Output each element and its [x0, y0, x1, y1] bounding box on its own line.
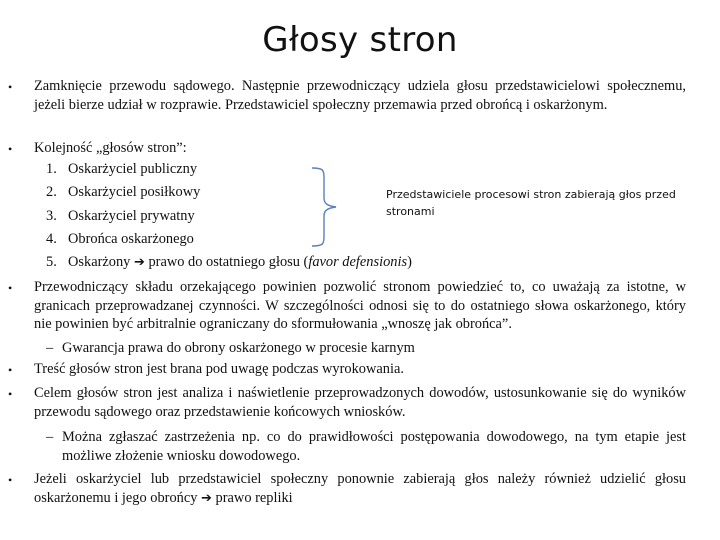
sub-point: [46, 339, 686, 358]
list-text: Obrońca oskarżonego: [68, 231, 194, 247]
dash-icon: –: [46, 429, 54, 445]
latin-term: favor defensionis: [308, 254, 408, 270]
arrow-right-icon: ➔: [201, 490, 212, 506]
bullet: •: [8, 281, 13, 295]
list-text: ): [407, 254, 412, 270]
list-number: 4.: [46, 231, 57, 247]
list-text: prawo do ostatniego głosu (: [144, 254, 309, 270]
list-number: 2.: [46, 184, 57, 200]
paragraph-order-heading: Kolejność „głosów stron”:: [34, 140, 187, 156]
bullet: •: [8, 142, 13, 156]
slide-title: Głosy stron: [262, 20, 458, 60]
list-number: 3.: [46, 208, 57, 224]
list-number: 5.: [46, 254, 57, 270]
arrow-right-icon: ➔: [133, 255, 145, 270]
list-text: Oskarżony: [68, 254, 131, 270]
list-text: Oskarżyciel posiłkowy: [68, 184, 201, 200]
bullet: •: [8, 80, 13, 94]
brace-annotation: Przedstawiciele procesowi stron zabierają głos przed stronami: [386, 188, 676, 218]
paragraph-text: prawo repliki: [211, 489, 293, 506]
list-text: Oskarżyciel publiczny: [68, 161, 198, 177]
bullet: •: [8, 363, 13, 377]
paragraph-reply: [34, 470, 686, 508]
bullet: •: [8, 387, 13, 401]
curly-brace-icon: [310, 166, 340, 248]
list-item: [46, 230, 194, 249]
sub-point: [46, 428, 686, 465]
list-item: [46, 207, 195, 226]
list-number: 1.: [46, 161, 57, 177]
dash-icon: –: [46, 340, 54, 356]
list-item: [46, 253, 412, 273]
paragraph-closing-trial: Zamknięcie przewodu sądowego. Następnie przewodniczący udziela głosu przedstawicielowi społecznemu, jeżeli bierze udział w rozprawie. Przedstawiciel społeczny przemawia przed obrońcą i oskarżonym.: [34, 78, 686, 113]
paragraph-text: Jeżeli oskarżyciel lub przedstawiciel społeczny ponownie zabierają głos należy również udzielić głosu oskarżonemu i jego obrońcy: [34, 471, 686, 506]
bullet: •: [8, 473, 13, 487]
paragraph-purpose: Celem głosów stron jest analiza i naświetlenie przeprowadzonych dowodów, ustosunkowanie się do wyników przewodu sądowego oraz przedstawienie końcowych wniosków.: [34, 385, 686, 420]
paragraph-judgment: Treść głosów stron jest brana pod uwagę podczas wyrokowania.: [34, 361, 404, 377]
list-item: [46, 160, 197, 179]
sub-point-text: Można zgłaszać zastrzeżenia np. co do prawidłowości postępowania dowodowego, na tym etapie jest możliwe złożenie wniosku dowodowego.: [62, 429, 686, 464]
sub-point-text: Gwarancja prawa do obrony oskarżonego w procesie karnym: [62, 340, 415, 356]
paragraph-presiding-judge: Przewodniczący składu orzekającego powinien pozwolić stronom powiedzieć to, co uważają za istotne, w granicach przeprowadzanej czynności. W szczególności odnosi się to do ostatniego słowa oskarżonego, który nie powinien być arbitralnie ograniczany do sformułowania „wnoszę jak obrońca”.: [34, 279, 686, 332]
list-item: [46, 183, 200, 202]
list-text: Oskarżyciel prywatny: [68, 208, 195, 224]
